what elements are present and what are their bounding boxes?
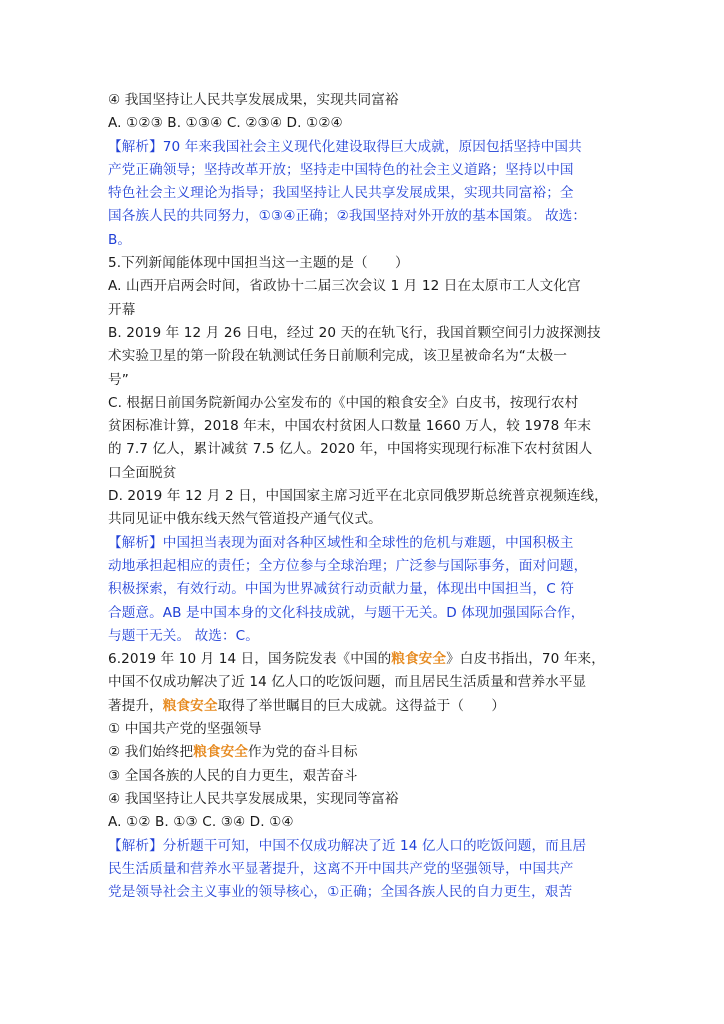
q4-analysis-line: 特色社会主义理论为指导；我国坚持让人民共享发展成果，实现共同富裕；全 — [108, 185, 574, 202]
q5-option-c-line: C. 根据日前国务院新闻办公室发布的《中国的粮食安全》白皮书，按现行农村 — [108, 394, 579, 411]
q5-option-d-line: 共同见证中俄东线天然气管道投产通气仪式。 — [108, 511, 382, 528]
document-page — [108, 89, 630, 904]
q5-stem: 5.下列新闻能体现中国担当这一主题的是（ ） — [108, 255, 409, 272]
q6-option-2 — [108, 741, 630, 764]
q6-option-text: ② 我们始终把 — [108, 744, 194, 761]
q5-option-b-line: 号” — [108, 371, 129, 388]
q5-analysis-line: 【解析】中国担当表现为面对各种区域性和全球性的危机与难题，中国积极主 — [108, 534, 574, 551]
q5-option-b-line: B. 2019 年 12 月 26 日电，经过 20 天的在轨飞行，我国首颗空间引力波探测技 — [108, 324, 601, 341]
q6-stem-text: 取得了举世瞩目的巨大成就。这得益于（ ） — [217, 697, 506, 714]
q4-analysis-line: 【解析】70 年来我国社会主义现代化建设取得巨大成就，原因包括坚持中国共 — [108, 138, 582, 155]
q6-choices: A. ①② B. ①③ C. ③④ D. ①④ — [108, 814, 294, 831]
q5-analysis-line: 动地承担起相应的责任；全方位参与全球治理；广泛参与国际事务，面对问题， — [108, 557, 588, 574]
highlight-keyword: 粮食安全 — [193, 744, 248, 761]
q5-analysis-line: 积极探索，有效行动。中国为世界减贫行动贡献力量，体现出中国担当，C 符 — [108, 581, 574, 598]
q5-option-a-line: 开幕 — [108, 301, 136, 318]
q6-analysis-line: 党是领导社会主义事业的领导核心，①正确；全国各族人民的自力更生，艰苦 — [108, 884, 573, 901]
q5-option-c-line: 口全面脱贫 — [108, 464, 177, 481]
q6-option-1: ① 中国共产党的坚强领导 — [108, 721, 262, 738]
q5-option-c-line: 贫困标准计算，2018 年末，中国农村贫困人口数量 1660 万人，较 1978 年末 — [108, 418, 592, 435]
q6-stem-line-3 — [108, 695, 630, 718]
q6-stem-line-1 — [108, 648, 630, 671]
highlight-keyword: 粮食安全 — [162, 697, 218, 714]
q5-option-c-line: 的 7.7 亿人，累计减贫 7.5 亿人。2020 年，中国将实现现行标准下农村贫困人 — [108, 441, 593, 458]
q4-option-4: ④ 我国坚持让人民共享发展成果，实现共同富裕 — [108, 92, 399, 108]
q6-option-text: 作为党的奋斗目标 — [247, 744, 358, 761]
q5-option-b-line: 术实验卫星的第一阶段在轨测试任务日前顺利完成，该卫星被命名为“太极一 — [108, 348, 568, 365]
q6-stem-line-2: 中国不仅成功解决了近 14 亿人口的吃饭问题，而且居民生活质量和营养水平显 — [108, 674, 587, 691]
q4-analysis-line: B。 — [108, 231, 132, 248]
q5-option-d-line: D. 2019 年 12 月 2 日，中国国家主席习近平在北京同俄罗斯总统普京视频连线， — [108, 488, 608, 505]
q6-analysis-line: 【解析】分析题干可知，中国不仅成功解决了近 14 亿人口的吃饭问题，而且居 — [108, 837, 587, 854]
q4-analysis-line: 产党正确领导；坚持改革开放；坚持走中国特色的社会主义道路；坚持以中国 — [108, 161, 574, 178]
q5-option-a-line: A. 山西开启两会时间，省政协十二届三次会议 1 月 12 日在太原市工人文化宫 — [108, 278, 581, 295]
highlight-keyword: 粮食安全 — [391, 651, 447, 668]
q6-option-3: ③ 全国各族的人民的自力更生，艰苦奋斗 — [108, 767, 358, 784]
q6-option-4: ④ 我国坚持让人民共享发展成果，实现同等富裕 — [108, 790, 399, 807]
q6-stem-text: 》白皮书指出，70 年来， — [446, 651, 605, 668]
q4-choices: A. ①②③ B. ①③④ C. ②③④ D. ①②④ — [108, 115, 343, 132]
q6-stem-text: 著提升， — [108, 697, 163, 714]
q5-analysis-line: 合题意。AB 是中国本身的文化科技成就，与题干无关。D 体现加强国际合作， — [108, 604, 585, 621]
q6-stem-text: 6.2019 年 10 月 14 日，国务院发表《中国的 — [108, 651, 392, 668]
q4-analysis-line: 国各族人民的共同努力，①③④正确；②我国坚持对外开放的基本国策。 故选： — [108, 208, 587, 225]
q6-analysis-line: 民生活质量和营养水平显著提升，这离不开中国共产党的坚强领导，中国共产 — [108, 860, 574, 877]
q5-analysis-line: 与题干无关。 故选：C。 — [108, 627, 259, 644]
